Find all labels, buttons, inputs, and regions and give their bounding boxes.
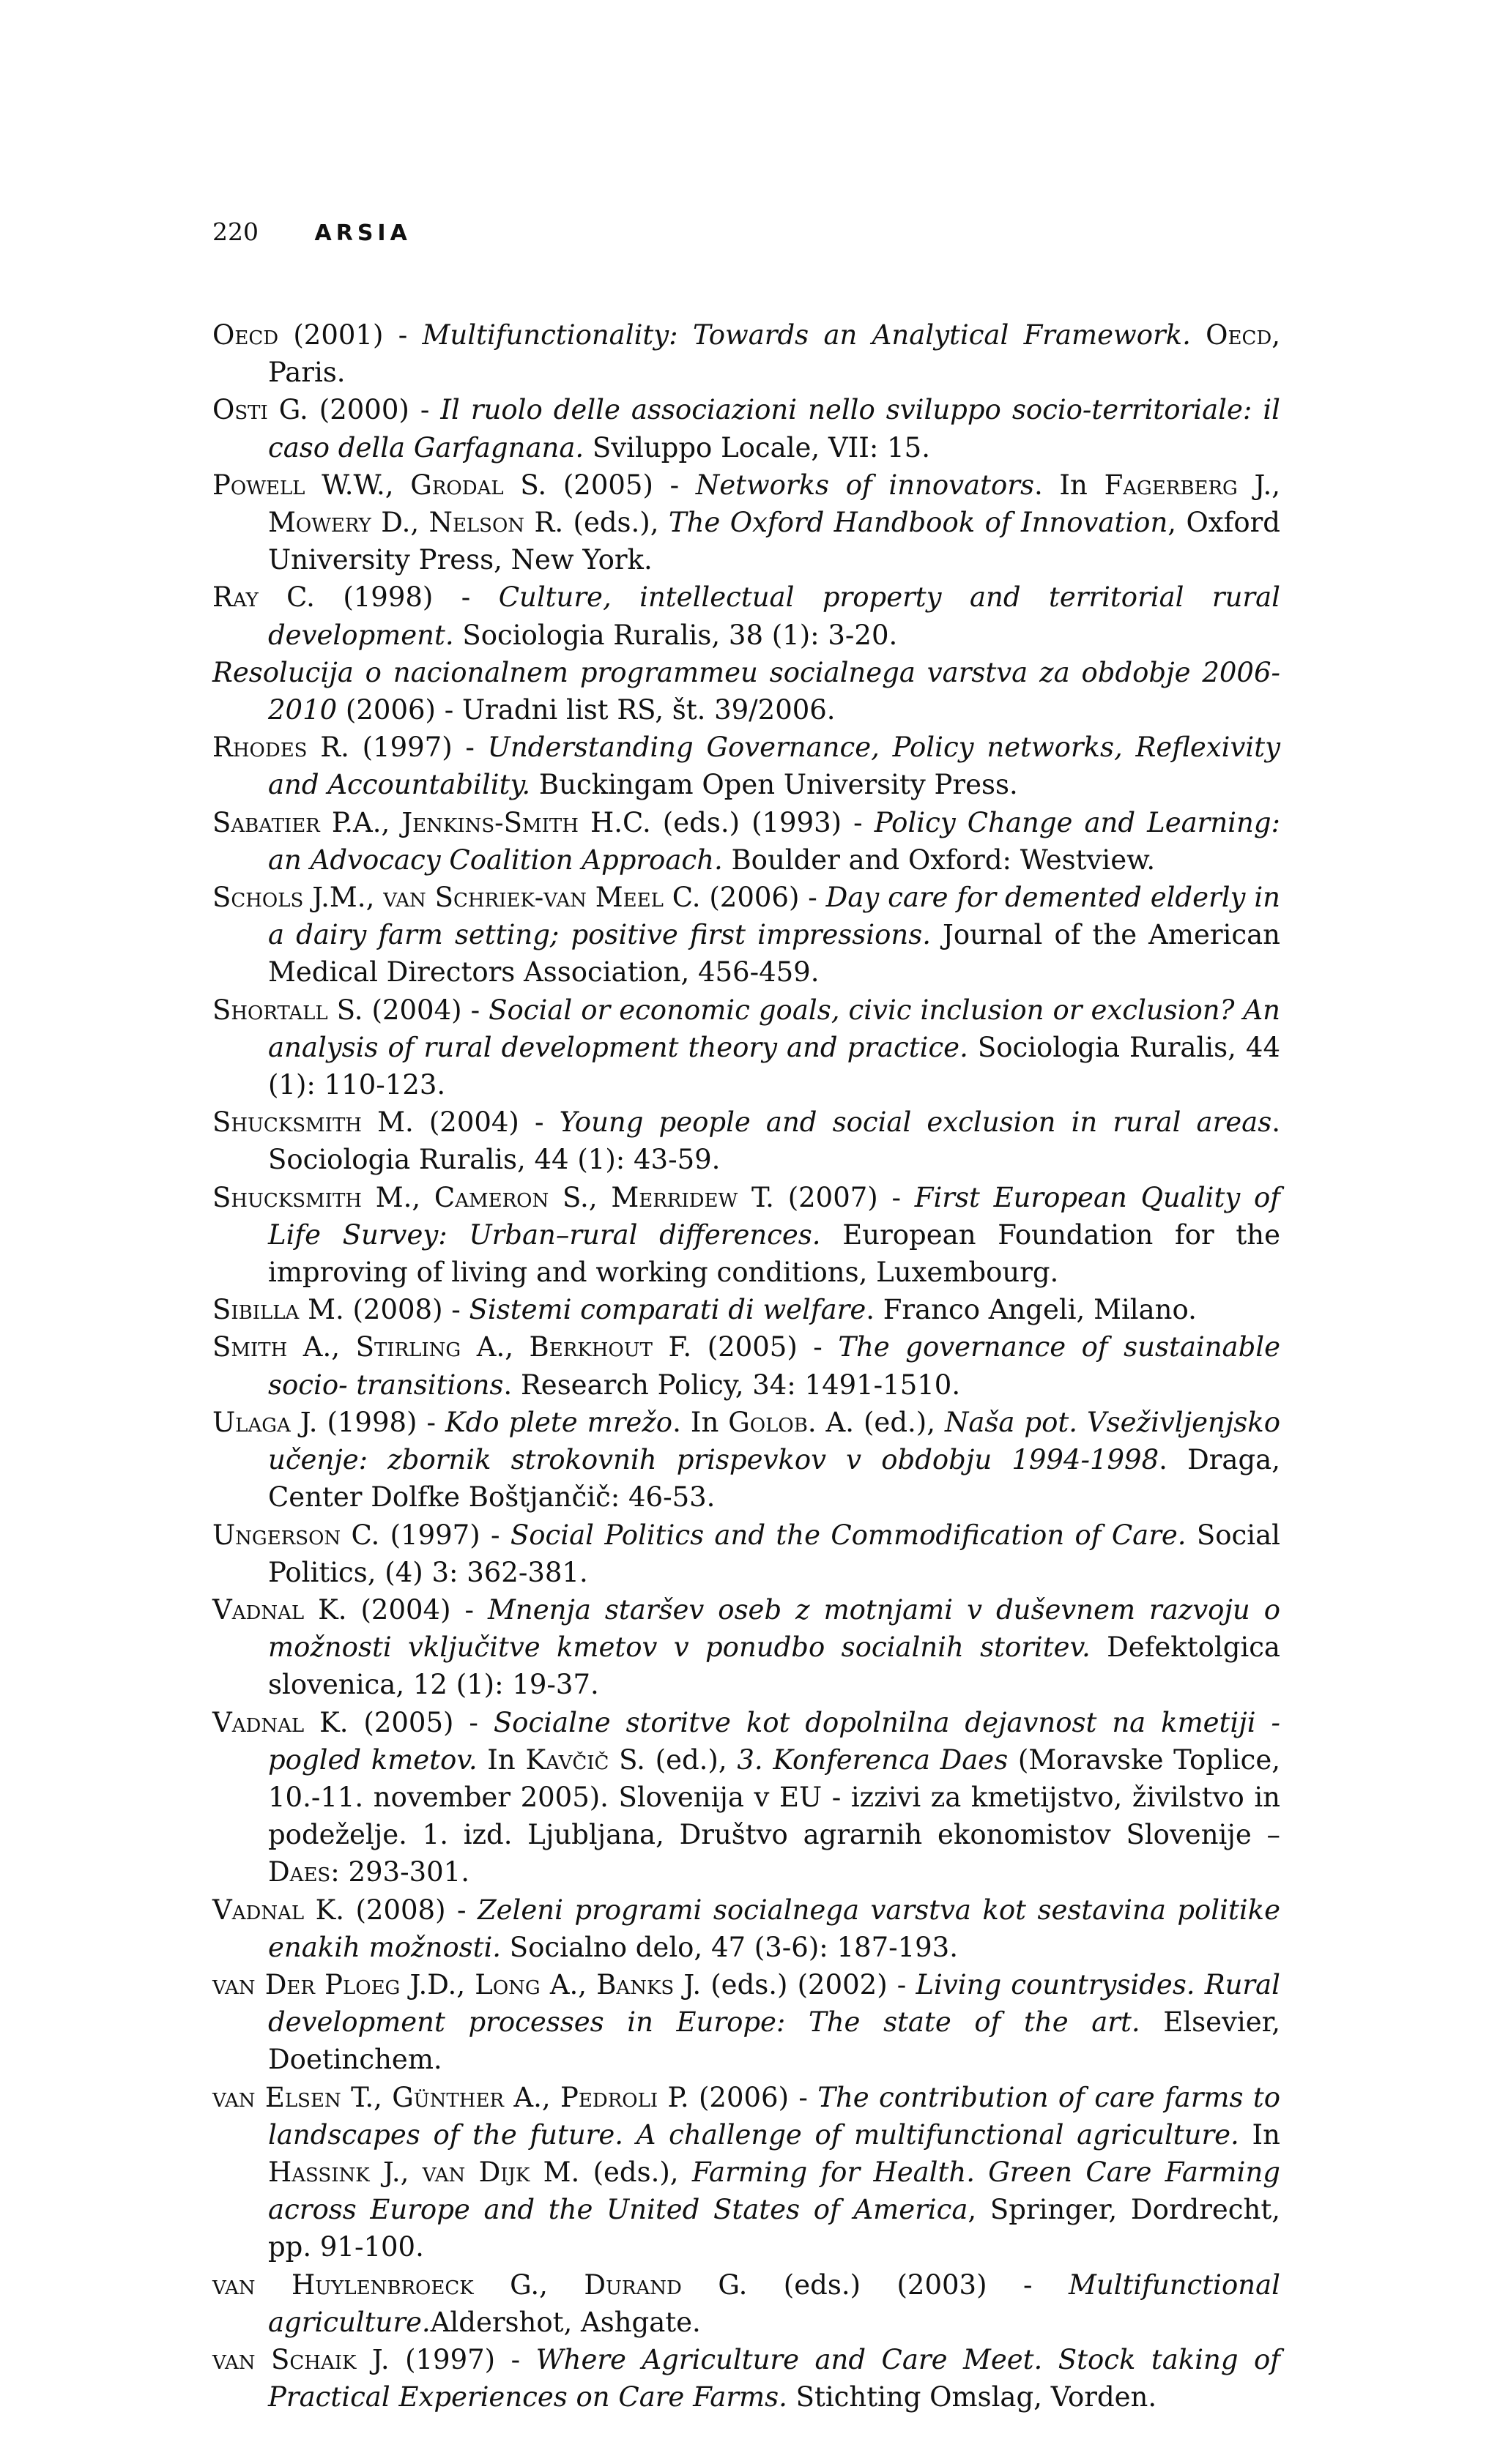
author-name: Smith bbox=[212, 1331, 288, 1363]
reference-text: Aldershot, Ashgate. bbox=[430, 2306, 701, 2338]
reference-text: F. (2005) - bbox=[652, 1331, 839, 1363]
author-name: van Schaik bbox=[212, 2343, 357, 2375]
reference-text: European Foundation for the improving of living and working conditions, Luxembourg. bbox=[268, 1218, 1280, 1289]
reference-text: J. (eds.) (2002) - bbox=[674, 1968, 916, 2000]
reference-text: In bbox=[1239, 2118, 1280, 2151]
reference-entry bbox=[212, 578, 1280, 653]
reference-text: Stichting Omslag, Vorden. bbox=[787, 2381, 1157, 2413]
reference-title: Socialne storitve kot dopolnilna dejavnost na kmetiji - pogled kmetov. bbox=[268, 1706, 1280, 1776]
reference-entry bbox=[212, 316, 1280, 391]
reference-entry bbox=[212, 1179, 1280, 1292]
reference-title: The contribution of care farms to landscapes of the future. A challenge of multifunctional agriculture. bbox=[268, 2081, 1280, 2151]
reference-title: Living countrysides. Rural development processes in Europe: The state of the art. bbox=[268, 1968, 1281, 2039]
reference-text: Boulder and Oxford: Westview. bbox=[722, 844, 1156, 876]
reference-entry bbox=[212, 654, 1280, 729]
reference-text: . Sociologia Ruralis, 44 (1): 43-59. bbox=[268, 1106, 1280, 1176]
reference-title: 3. Konferenca Daes bbox=[737, 1743, 1009, 1776]
reference-text: M. (2008) - bbox=[299, 1294, 469, 1326]
reference-text: Elsevier, Doetinchem. bbox=[268, 2006, 1280, 2076]
reference-entry bbox=[212, 2079, 1280, 2266]
reference-text: . Draga, Center Dolfke Boštjančič: 46-53. bbox=[268, 1444, 1280, 1514]
author-name: Fagerberg bbox=[1104, 469, 1238, 501]
author-name: Daes bbox=[268, 1856, 331, 1888]
reference-title: Understanding Governance, Policy networks, Reflexivity and Accountability. bbox=[268, 732, 1281, 801]
author-name: Shortall bbox=[212, 994, 328, 1026]
reference-text: J. (1997) - bbox=[356, 2343, 536, 2375]
author-name: Vadnal bbox=[212, 1593, 305, 1626]
author-name: Vadnal bbox=[212, 1706, 305, 1738]
reference-entry bbox=[212, 1891, 1280, 1966]
page-header bbox=[212, 217, 412, 246]
reference-text: J.D., bbox=[400, 1968, 475, 2000]
reference-text: T. (2007) - bbox=[738, 1181, 915, 1213]
running-head: ARSIA bbox=[314, 220, 412, 246]
reference-text: A., bbox=[287, 1331, 356, 1363]
reference-text: : 293-301. bbox=[330, 1856, 469, 1888]
author-name: van Der Ploeg bbox=[212, 1968, 401, 2000]
author-name: Stirling bbox=[355, 1331, 461, 1363]
reference-title: Zeleni programi socialnega varstva kot sestavina politike enakih možnosti. bbox=[268, 1894, 1280, 1963]
reference-text: , Paris. bbox=[268, 319, 1280, 389]
reference-text: Defektolgica slovenica, 12 (1): 19-37. bbox=[268, 1631, 1280, 1701]
author-name: Osti bbox=[212, 394, 268, 426]
reference-text: M. (2004) - bbox=[361, 1106, 560, 1139]
author-name: van Dijk bbox=[422, 2156, 530, 2188]
reference-title: Resolucija o nacionalnem programmeu socialnega varstva za obdobje 2006-2010 bbox=[212, 656, 1280, 726]
reference-text: . In bbox=[1033, 469, 1104, 501]
author-name: Ulaga bbox=[212, 1406, 291, 1438]
reference-title: Social or economic goals, civic inclusion or exclusion? An analysis of rural development theory and practice. bbox=[268, 994, 1280, 1063]
reference-text: Sociologia Ruralis, 44 (1): 110-123. bbox=[268, 1031, 1280, 1101]
reference-title: Multifunctional agriculture. bbox=[268, 2268, 1280, 2338]
reference-text: S. (ed.), bbox=[609, 1743, 738, 1776]
author-name: Long bbox=[475, 1968, 541, 2000]
reference-text: . Franco Angeli, Milano. bbox=[866, 1294, 1197, 1326]
reference-text: Socialno delo, 47 (3-6): 187-193. bbox=[501, 1931, 958, 1963]
reference-entry bbox=[212, 391, 1280, 466]
reference-text: . In bbox=[672, 1406, 729, 1438]
reference-text: M. (eds.), bbox=[530, 2156, 692, 2188]
reference-text: G., bbox=[473, 2268, 584, 2301]
reference-title: Day care for demented elderly in a dairy farm setting; positive first impressions. bbox=[268, 882, 1280, 951]
reference-title: The governance of sustainable socio- transitions bbox=[268, 1331, 1281, 1401]
reference-title: Multifunctionality: Towards an Analytical Framework. bbox=[422, 319, 1191, 351]
reference-text: S. (2005) - bbox=[503, 469, 696, 501]
reference-text: G. (eds.) (2003) - bbox=[681, 2268, 1069, 2301]
reference-entry bbox=[212, 1404, 1280, 1516]
author-name: Günther bbox=[392, 2081, 504, 2113]
author-name: Nelson bbox=[428, 507, 525, 539]
author-name: Durand bbox=[584, 2268, 682, 2301]
reference-text: G. (2000) - bbox=[267, 394, 441, 426]
reference-entry bbox=[212, 1516, 1280, 1591]
reference-text: (Moravske Toplice, 10.-11. november 2005). Slovenija v EU - izzivi za kmetijstvo, živilstvo in podeželje. 1. izd. Ljubljana, Društvo agrarnih ekonomistov Slovenije – bbox=[268, 1743, 1280, 1851]
reference-title: Networks of innovators bbox=[695, 469, 1034, 501]
author-name: Ungerson bbox=[212, 1519, 341, 1551]
reference-text: , Springer, Dordrecht, pp. 91-100. bbox=[268, 2194, 1280, 2263]
reference-title: First European Quality of Life Survey: Urban–rural differences. bbox=[268, 1181, 1280, 1251]
author-name: Berkhout bbox=[529, 1331, 653, 1363]
reference-title: Kdo plete mrežo bbox=[445, 1406, 673, 1438]
reference-entry bbox=[212, 1103, 1280, 1178]
reference-title: Young people and social exclusion in rural areas bbox=[559, 1106, 1272, 1139]
reference-title: Il ruolo delle associazioni nello sviluppo socio-territoriale: il caso della Garfagnana. bbox=[268, 394, 1281, 464]
reference-title: Culture, intellectual property and territorial rural development. bbox=[268, 581, 1280, 651]
author-name: Hassink bbox=[268, 2156, 370, 2188]
reference-text: J.M., bbox=[303, 882, 384, 914]
author-name: Oecd bbox=[212, 319, 279, 351]
reference-text: Sociologia Ruralis, 38 (1): 3-20. bbox=[453, 619, 898, 651]
reference-entry bbox=[212, 991, 1280, 1104]
author-name: Schols bbox=[212, 882, 304, 914]
reference-entry bbox=[212, 1591, 1280, 1704]
reference-text: A., bbox=[504, 2081, 560, 2113]
reference-text: C. (2006) - bbox=[663, 882, 826, 914]
reference-text: (2001) - bbox=[278, 319, 423, 351]
reference-title: Sistemi comparati di welfare bbox=[469, 1294, 866, 1326]
author-name: Jenkins-Smith bbox=[401, 806, 579, 838]
reference-text: D., bbox=[371, 507, 429, 539]
author-name: Banks bbox=[596, 1968, 675, 2000]
page-number: 220 bbox=[212, 217, 259, 246]
reference-title: Policy Change and Learning: an Advocacy Coalition Approach. bbox=[268, 806, 1280, 876]
author-name: Pedroli bbox=[560, 2081, 658, 2113]
reference-text: J., bbox=[369, 2156, 423, 2188]
reference-text bbox=[1191, 319, 1206, 351]
reference-title: Social Politics and the Commodification of Care. bbox=[510, 1519, 1187, 1551]
reference-text: (2006) - Uradni list RS, št. 39/2006. bbox=[337, 694, 836, 726]
reference-text: Social Politics, (4) 3: 362-381. bbox=[268, 1519, 1280, 1588]
author-name: Sabatier bbox=[212, 806, 320, 838]
reference-text: P. (2006) - bbox=[658, 2081, 818, 2113]
author-name: Cameron bbox=[434, 1181, 549, 1213]
reference-title: Mnenja staršev oseb z motnjami v duševnem razvoju o možnosti vključitve kmetov v ponudbo socialnih storitev. bbox=[268, 1593, 1281, 1664]
author-name: Kavčič bbox=[525, 1743, 609, 1776]
reference-text: J., bbox=[1237, 469, 1280, 501]
reference-title: Farming for Health. Green Care Farming across Europe and the United States of America bbox=[268, 2156, 1280, 2226]
reference-entry bbox=[212, 1966, 1280, 2079]
reference-text: M., bbox=[361, 1181, 434, 1213]
reference-text: , Oxford University Press, New York. bbox=[268, 507, 1280, 576]
reference-text: S., bbox=[549, 1181, 612, 1213]
reference-title: The Oxford Handbook of Innovation bbox=[668, 507, 1168, 539]
reference-text: T., bbox=[341, 2081, 393, 2113]
reference-entry bbox=[212, 804, 1280, 879]
reference-entry bbox=[212, 1328, 1280, 1403]
reference-text: In bbox=[477, 1743, 526, 1776]
author-name: van Huylenbroeck bbox=[212, 2268, 474, 2301]
reference-text: W.W., bbox=[305, 469, 411, 501]
reference-text: . Research Policy, 34: 1491-1510. bbox=[503, 1369, 961, 1401]
reference-entry bbox=[212, 2266, 1280, 2341]
reference-text: Buckingam Open University Press. bbox=[530, 769, 1018, 801]
author-name: Shucksmith bbox=[212, 1181, 362, 1213]
reference-title: Naša pot. Vseživljenjsko učenje: zbornik strokovnih prispevkov v obdobju 1994-1998 bbox=[268, 1406, 1280, 1476]
reference-entry bbox=[212, 2341, 1280, 2416]
reference-text: H.C. (eds.) (1993) - bbox=[578, 806, 875, 838]
author-name: Grodal bbox=[410, 469, 504, 501]
reference-text: . A. (ed.), bbox=[807, 1406, 945, 1438]
reference-text: R. (eds.), bbox=[524, 507, 669, 539]
reference-text: Sviluppo Locale, VII: 15. bbox=[584, 431, 930, 464]
reference-entry bbox=[212, 879, 1280, 991]
reference-entry bbox=[212, 466, 1280, 579]
reference-list bbox=[212, 316, 1280, 2416]
author-name: Powell bbox=[212, 469, 305, 501]
author-name: Golob bbox=[728, 1406, 808, 1438]
reference-text: A., bbox=[540, 1968, 597, 2000]
reference-text: R. (1997) - bbox=[307, 732, 488, 764]
author-name: Sibilla bbox=[212, 1294, 300, 1326]
author-name: van Schriek-van Meel bbox=[383, 882, 664, 914]
author-name: Merridew bbox=[611, 1181, 738, 1213]
reference-entry bbox=[212, 1291, 1280, 1328]
reference-entry bbox=[212, 729, 1280, 803]
author-name: Shucksmith bbox=[212, 1106, 362, 1139]
reference-title: Where Agriculture and Care Meet. Stock taking of Practical Experiences on Care Farms. bbox=[268, 2343, 1280, 2413]
author-name: Mowery bbox=[268, 507, 371, 539]
author-name: van Elsen bbox=[212, 2081, 341, 2113]
author-name: Oecd bbox=[1206, 319, 1272, 351]
reference-text: A., bbox=[461, 1331, 530, 1363]
reference-text: K. (2005) - bbox=[304, 1706, 494, 1738]
reference-text: K. (2008) - bbox=[304, 1894, 478, 1926]
author-name: Vadnal bbox=[212, 1894, 305, 1926]
reference-text: C. (1997) - bbox=[341, 1519, 510, 1551]
reference-text: K. (2004) - bbox=[304, 1593, 488, 1626]
author-name: Rhodes bbox=[212, 732, 308, 764]
reference-text: C. (1998) - bbox=[258, 581, 499, 614]
author-name: Ray bbox=[212, 581, 259, 614]
reference-text: Journal of the American Medical Directors Association, 456-459. bbox=[268, 919, 1280, 989]
reference-text: P.A., bbox=[319, 806, 402, 838]
reference-text: S. (2004) - bbox=[327, 994, 489, 1026]
reference-text: J. (1998) - bbox=[290, 1406, 445, 1438]
reference-entry bbox=[212, 1704, 1280, 1891]
